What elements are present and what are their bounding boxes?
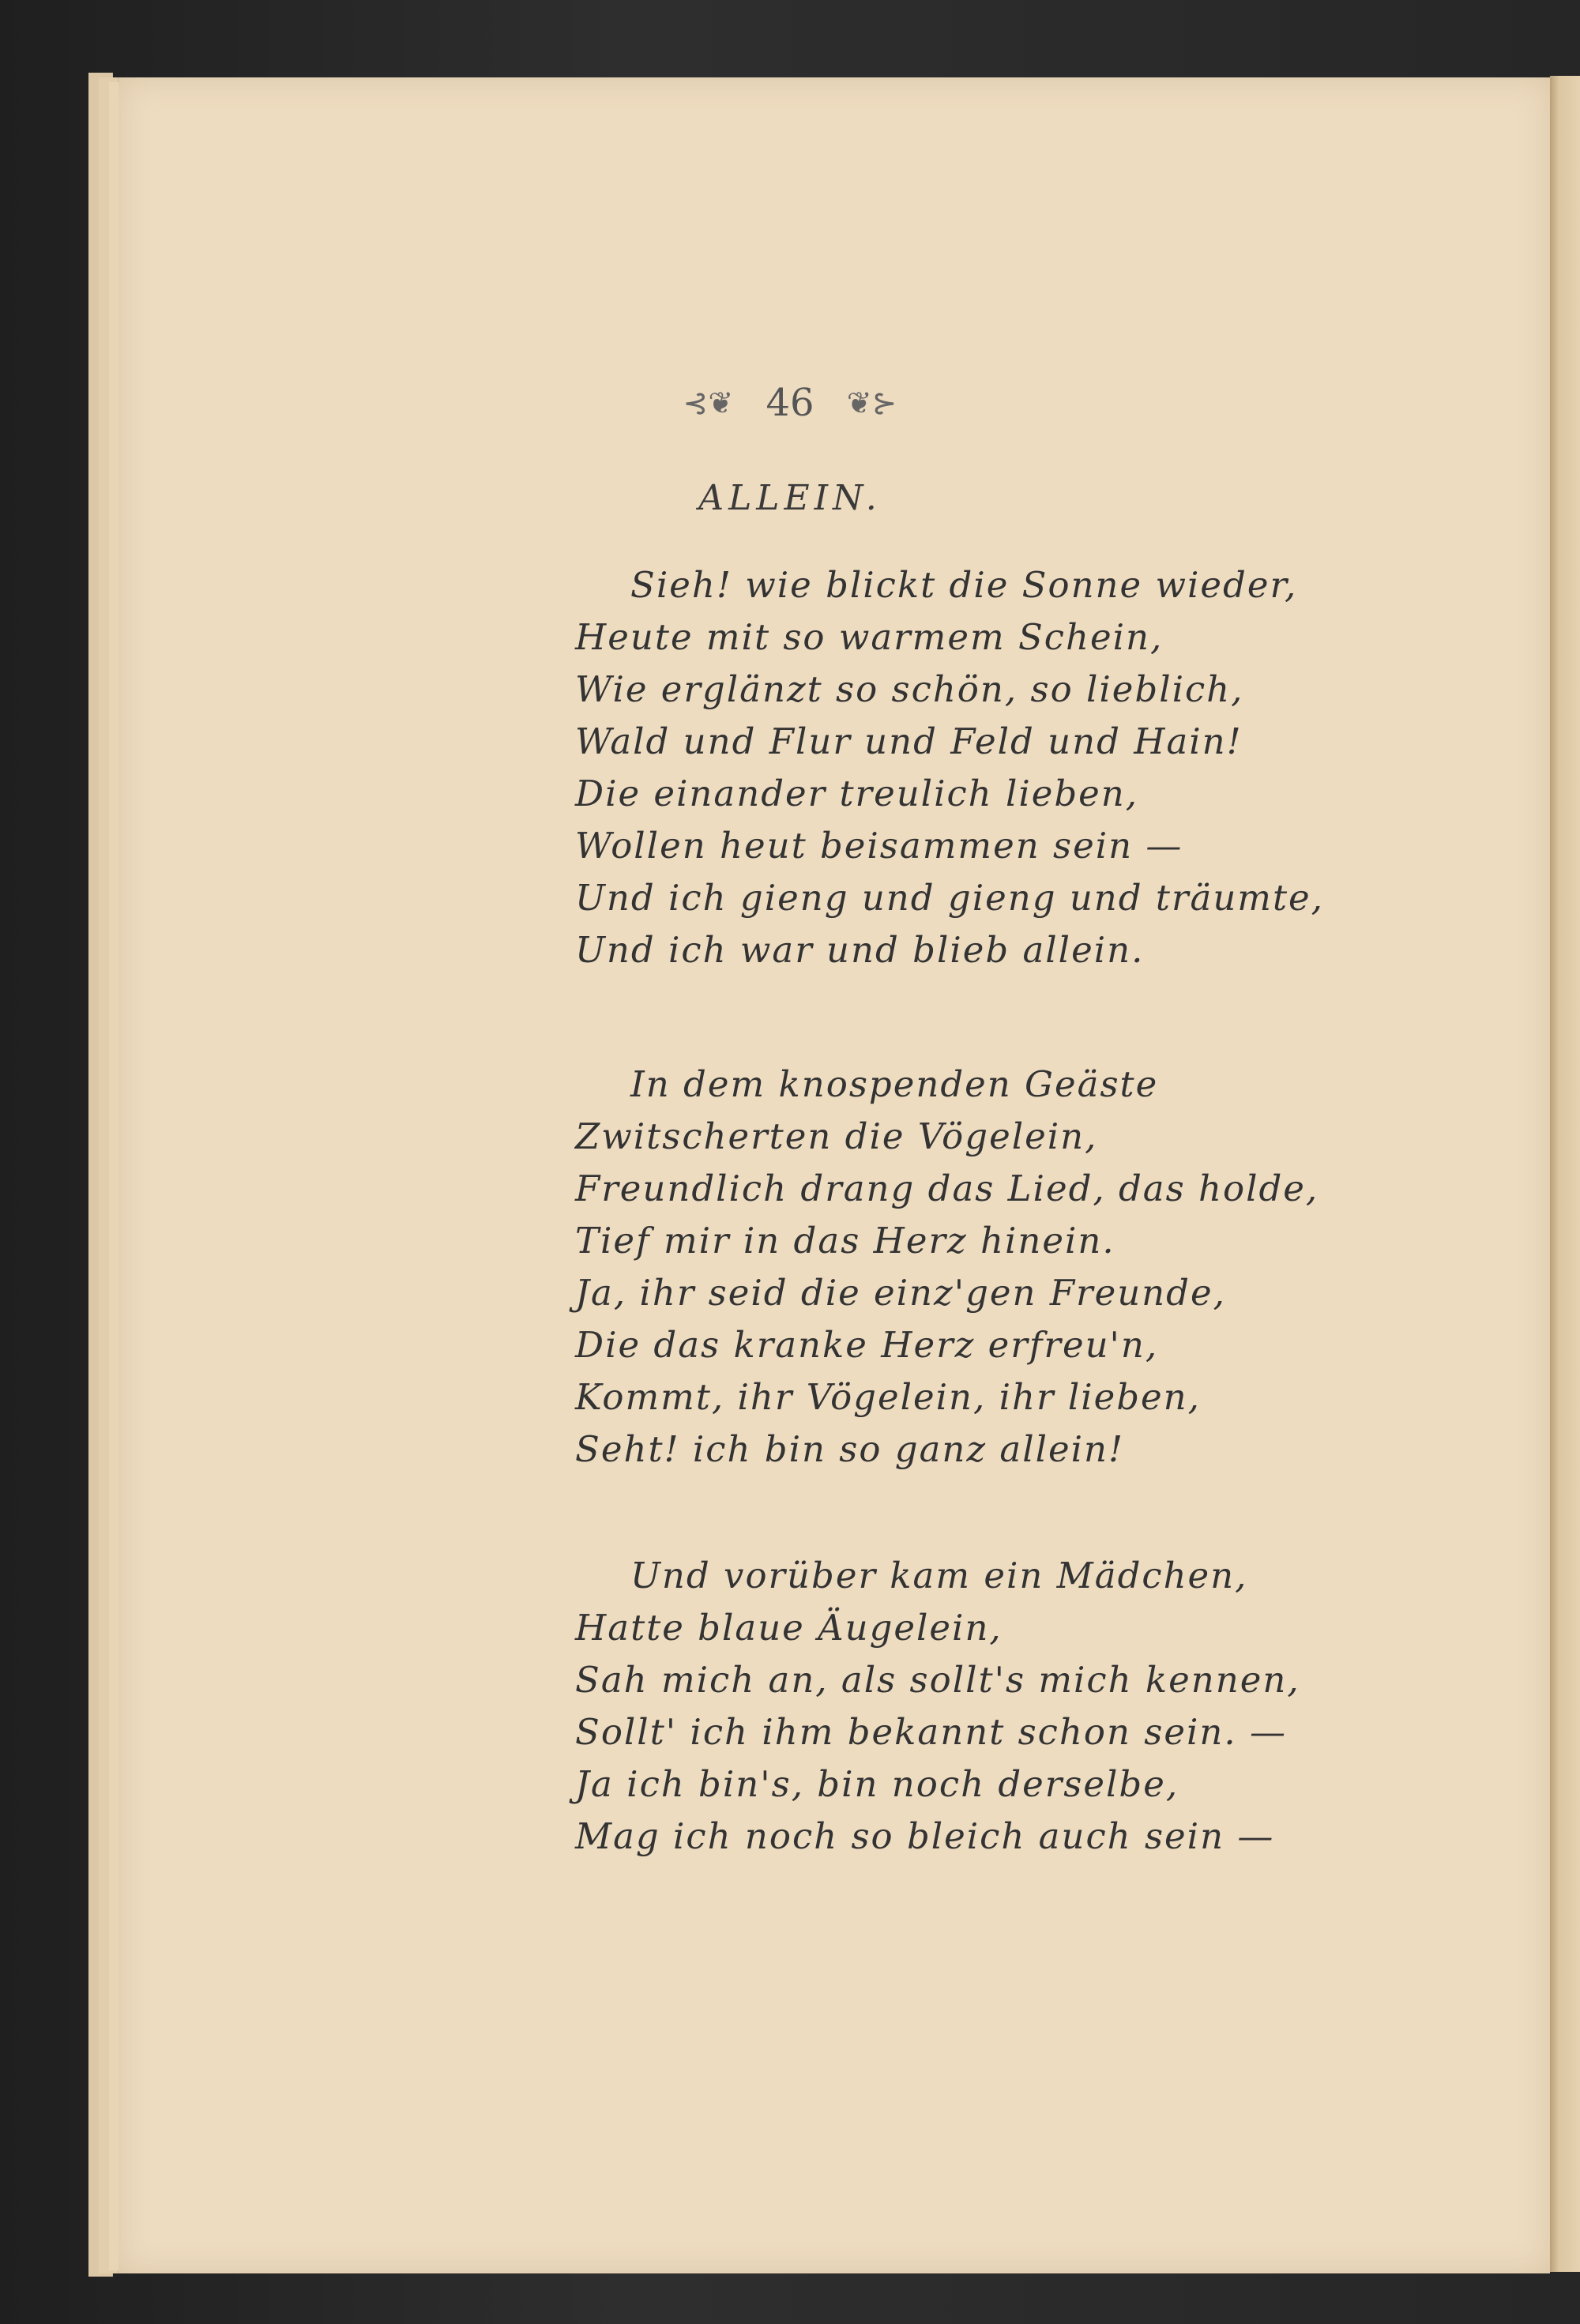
verse-line: Sieh! wie blickt die Sonne wieder, bbox=[630, 564, 1298, 606]
poem-title: ALLEIN. bbox=[698, 478, 882, 518]
verse-line: Freundlich drang das Lied, das holde, bbox=[575, 1168, 1319, 1209]
verse-line: Kommt, ihr Vögelein, ihr lieben, bbox=[575, 1376, 1201, 1418]
verse-line: Zwitscherten die Vögelein, bbox=[575, 1115, 1098, 1157]
stanza-3 bbox=[575, 1550, 1523, 1863]
stanza-2 bbox=[575, 1059, 1523, 1476]
verse-line: In dem knospenden Geäste bbox=[630, 1063, 1159, 1105]
verse-line: Die das kranke Herz erfreu'n, bbox=[575, 1324, 1159, 1366]
verse-line: Seht! ich bin so ganz allein! bbox=[575, 1428, 1125, 1470]
verse-line: Heute mit so warmem Schein, bbox=[575, 616, 1164, 658]
verse-line: Sah mich an, als sollt's mich kennen, bbox=[575, 1659, 1300, 1701]
verse-line: Wollen heut beisammen sein — bbox=[575, 825, 1183, 867]
verse-line: Tief mir in das Herz hinein. bbox=[575, 1220, 1115, 1262]
verse-line: Wald und Flur und Feld und Hain! bbox=[575, 720, 1243, 762]
verse-line: Mag ich noch so bleich auch sein — bbox=[575, 1815, 1275, 1857]
stanza-1 bbox=[575, 559, 1523, 976]
verse-line: Und vorüber kam ein Mädchen, bbox=[630, 1555, 1248, 1596]
verse-line: Wie erglänzt so schön, so lieblich, bbox=[575, 668, 1244, 710]
verse-line: Hatte blaue Äugelein, bbox=[575, 1607, 1003, 1649]
ornament-left-icon: ⊰❦ bbox=[683, 385, 734, 420]
verse-line: Und ich gieng und gieng und träumte, bbox=[575, 877, 1324, 919]
verse-line: Ja, ihr seid die einz'gen Freunde, bbox=[575, 1272, 1226, 1314]
facing-page-edge bbox=[1550, 76, 1580, 2272]
page-header bbox=[632, 378, 948, 425]
verse-line: Die einander treulich lieben, bbox=[575, 773, 1139, 814]
page-number: 46 bbox=[766, 380, 814, 425]
verse-line: Sollt' ich ihm bekannt schon sein. — bbox=[575, 1711, 1287, 1753]
ornament-right-icon: ❦⊱ bbox=[846, 385, 897, 420]
verse-line: Ja ich bin's, bin noch derselbe, bbox=[575, 1763, 1179, 1805]
verse-line: Und ich war und blieb allein. bbox=[575, 929, 1145, 971]
